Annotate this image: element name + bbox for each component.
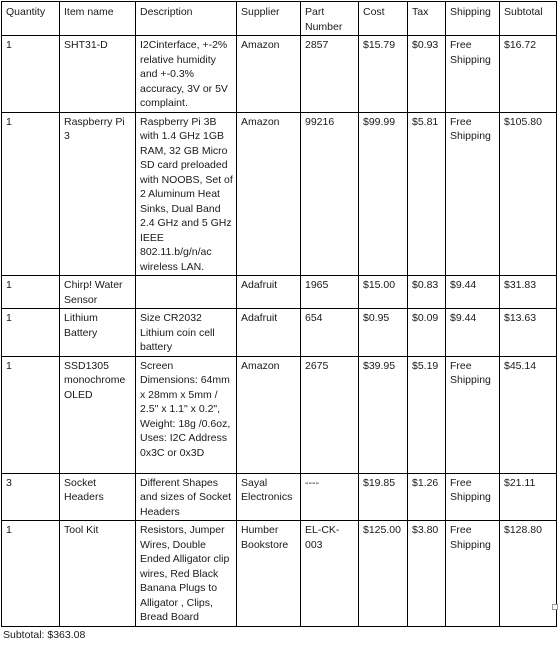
- cell-tax: $0.83: [408, 276, 446, 309]
- cell-description: Different Shapes and sizes of Socket Headers: [136, 473, 237, 521]
- cell-shipping: Free Shipping: [446, 356, 500, 473]
- cell-shipping: $9.44: [446, 276, 500, 309]
- header-subtotal: Subtotal: [500, 2, 557, 36]
- cell-item-name: Chirp! Water Sensor: [60, 276, 136, 309]
- cell-tax: $5.81: [408, 112, 446, 276]
- cell-supplier: Amazon: [237, 356, 301, 473]
- cell-item-name: Tool Kit: [60, 521, 136, 627]
- cell-shipping: Free Shipping: [446, 521, 500, 627]
- cell-item-name: SSD1305 monochrome OLED: [60, 356, 136, 473]
- cell-description: [136, 276, 237, 309]
- cell-subtotal: $105.80: [500, 112, 557, 276]
- bill-of-materials-table: [1, 1, 557, 627]
- cell-tax: $0.93: [408, 36, 446, 113]
- cell-supplier: Amazon: [237, 36, 301, 113]
- cell-part-number: 2857: [301, 36, 359, 113]
- cell-tax: $0.09: [408, 309, 446, 357]
- header-cost: Cost: [359, 2, 408, 36]
- table-row: [2, 112, 557, 276]
- cell-shipping: $9.44: [446, 309, 500, 357]
- header-description: Description: [136, 2, 237, 36]
- cell-part-number: 99216: [301, 112, 359, 276]
- header-part-number: Part Number: [301, 2, 359, 36]
- cell-cost: $0.95: [359, 309, 408, 357]
- cell-item-name: SHT31-D: [60, 36, 136, 113]
- header-item-name: Item name: [60, 2, 136, 36]
- cell-subtotal: $45.14: [500, 356, 557, 473]
- cell-quantity: 3: [2, 473, 60, 521]
- cell-cost: $15.79: [359, 36, 408, 113]
- cell-description: Raspberry Pi 3B with 1.4 GHz 1GB RAM, 32 GB Micro SD card preloaded with NOOBS, Set of 2 Aluminum Heat Sinks, Dual Band 2.4 GHz and 5 GHz IEEE 802.11.b/g/n/ac wireless LAN.: [136, 112, 237, 276]
- cell-part-number: 654: [301, 309, 359, 357]
- cell-quantity: 1: [2, 112, 60, 276]
- table-header-row: [2, 2, 557, 36]
- cell-supplier: Humber Bookstore: [237, 521, 301, 627]
- cell-subtotal: $128.80: [500, 521, 557, 627]
- header-quantity: Quantity: [2, 2, 60, 36]
- cell-tax: $5.19: [408, 356, 446, 473]
- cell-supplier: Sayal Electronics: [237, 473, 301, 521]
- table-row: [2, 276, 557, 309]
- cell-quantity: 1: [2, 309, 60, 357]
- cell-tax: $1.26: [408, 473, 446, 521]
- header-tax: Tax: [408, 2, 446, 36]
- cell-shipping: Free Shipping: [446, 112, 500, 276]
- table-row: [2, 309, 557, 357]
- header-supplier: Supplier: [237, 2, 301, 36]
- cell-part-number: 2675: [301, 356, 359, 473]
- cell-cost: $15.00: [359, 276, 408, 309]
- table-resize-handle[interactable]: [552, 604, 558, 610]
- cell-shipping: Free Shipping: [446, 36, 500, 113]
- cell-part-number: EL-CK-003: [301, 521, 359, 627]
- cell-quantity: 1: [2, 521, 60, 627]
- cell-description: I2Cinterface, +-2% relative humidity and +-0.3% accuracy, 3V or 5V complaint.: [136, 36, 237, 113]
- cell-part-number: ----: [301, 473, 359, 521]
- cell-item-name: Raspberry Pi 3: [60, 112, 136, 276]
- cell-supplier: Amazon: [237, 112, 301, 276]
- cell-subtotal: $31.83: [500, 276, 557, 309]
- cell-item-name: Socket Headers: [60, 473, 136, 521]
- cell-part-number: 1965: [301, 276, 359, 309]
- cell-supplier: Adafruit: [237, 309, 301, 357]
- header-shipping: Shipping: [446, 2, 500, 36]
- cell-quantity: 1: [2, 276, 60, 309]
- cell-cost: $19.85: [359, 473, 408, 521]
- cell-description: Screen Dimensions: 64mm x 28mm x 5mm / 2.5" x 1.1" x 0.2", Weight: 18g /0.6oz, Uses: I2C Address 0x3C or 0x3D: [136, 356, 237, 473]
- cell-description: Resistors, Jumper Wires, Double Ended Alligator clip wires, Red Black Banana Plugs to Alligator , Clips, Bread Board: [136, 521, 237, 627]
- grand-subtotal: Subtotal: $363.08: [3, 629, 86, 641]
- table-row: [2, 36, 557, 113]
- cell-quantity: 1: [2, 356, 60, 473]
- cell-item-name: Lithium Battery: [60, 309, 136, 357]
- cell-quantity: 1: [2, 36, 60, 113]
- cell-tax: $3.80: [408, 521, 446, 627]
- table-row: [2, 356, 557, 473]
- table-row: [2, 521, 557, 627]
- cell-description: Size CR2032 Lithium coin cell battery: [136, 309, 237, 357]
- table-row: [2, 473, 557, 521]
- cell-supplier: Adafruit: [237, 276, 301, 309]
- cell-subtotal: $21.11: [500, 473, 557, 521]
- cell-cost: $39.95: [359, 356, 408, 473]
- cell-cost: $99.99: [359, 112, 408, 276]
- cell-subtotal: $13.63: [500, 309, 557, 357]
- cell-shipping: Free Shipping: [446, 473, 500, 521]
- cell-cost: $125.00: [359, 521, 408, 627]
- cell-subtotal: $16.72: [500, 36, 557, 113]
